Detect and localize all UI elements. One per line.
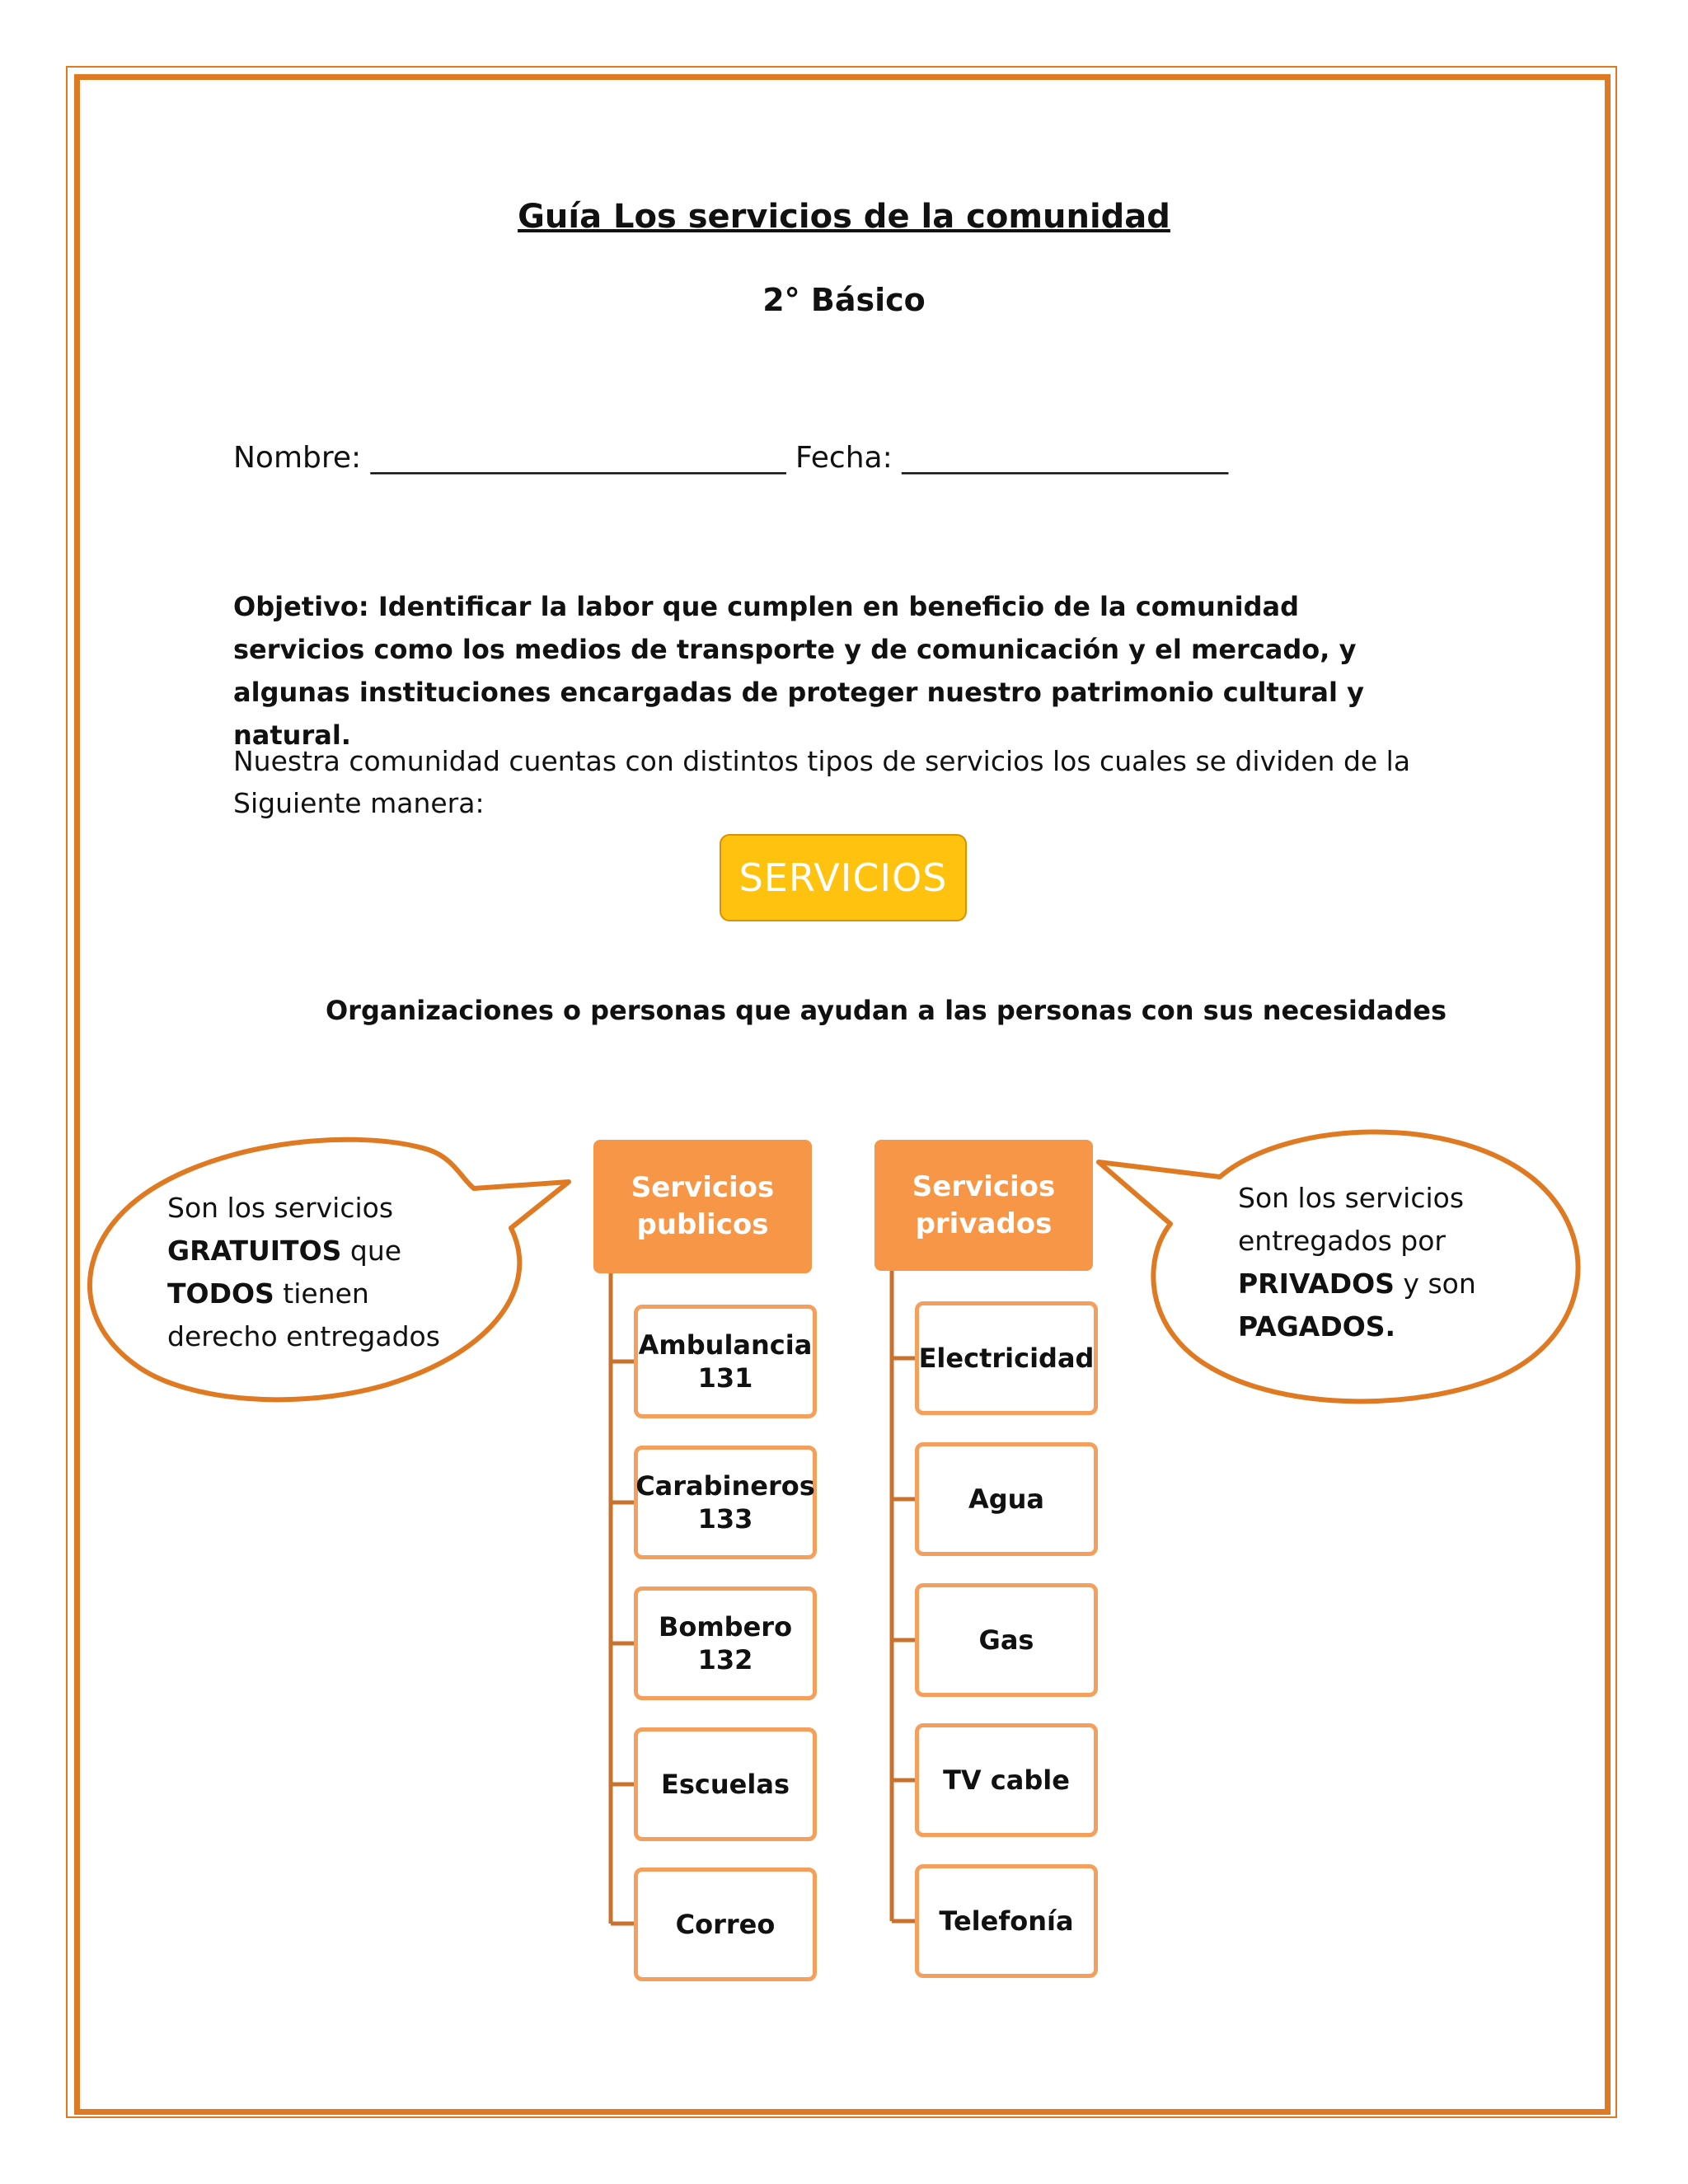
right-bubble-text [1238,1177,1476,1348]
private-service-item: Telefonía [915,1864,1098,1978]
private-service-item: Agua [915,1442,1098,1556]
public-service-item: Correo [634,1868,817,1981]
servicios-box: SERVICIOS [720,834,967,921]
document-title: Guía Los servicios de la comunidad [518,198,1170,236]
private-services-heading: Servicios privados [874,1140,1093,1271]
left-bubble-line: Son los servicios [167,1192,394,1224]
private-service-item: Electricidad [915,1301,1098,1415]
servicios-definition: Organizaciones o personas que ayudan a las personas con sus necesidades [325,995,1447,1026]
pagados-emphasis: PAGADOS. [1238,1310,1396,1343]
left-bubble-line: TODOS tienen [167,1277,369,1310]
objective-paragraph: Objetivo: Identificar la labor que cumplen en beneficio de la comunidad servicios como los medios de transporte y de comunicación y el mercado, y algunas instituciones encargadas de proteger nuestro patrimonio cultural y natural. [233,591,1364,751]
public-services-heading: Servicios publicos [593,1140,812,1273]
right-bubble-line: Son los servicios [1238,1182,1465,1214]
privados-emphasis: PRIVADOS [1238,1268,1395,1300]
gratuitos-emphasis: GRATUITOS [167,1235,342,1267]
left-bubble-line: derecho entregados [167,1320,440,1352]
left-bubble-line: GRATUITOS que [167,1235,402,1267]
name-date-fields: Nombre: ____________________________ Fecha: ______________________ [233,441,1229,475]
grade-label: 2° Básico [762,282,926,318]
public-service-item: Bombero 132 [634,1586,817,1700]
private-service-item: Gas [915,1583,1098,1697]
public-service-item: Escuelas [634,1727,817,1841]
right-bubble-line: entregados por [1238,1225,1446,1257]
public-service-item: Ambulancia 131 [634,1305,817,1418]
intro-paragraph: Nuestra comunidad cuentas con distintos tipos de servicios los cuales se dividen de la Siguiente manera: [233,745,1411,819]
left-bubble-text [167,1187,440,1358]
public-service-item: Carabineros 133 [634,1446,817,1559]
right-bubble-line [1238,1305,1476,1348]
private-service-item: TV cable [915,1723,1098,1837]
right-bubble-line: PRIVADOS y son [1238,1268,1476,1300]
todos-emphasis: TODOS [167,1277,274,1310]
